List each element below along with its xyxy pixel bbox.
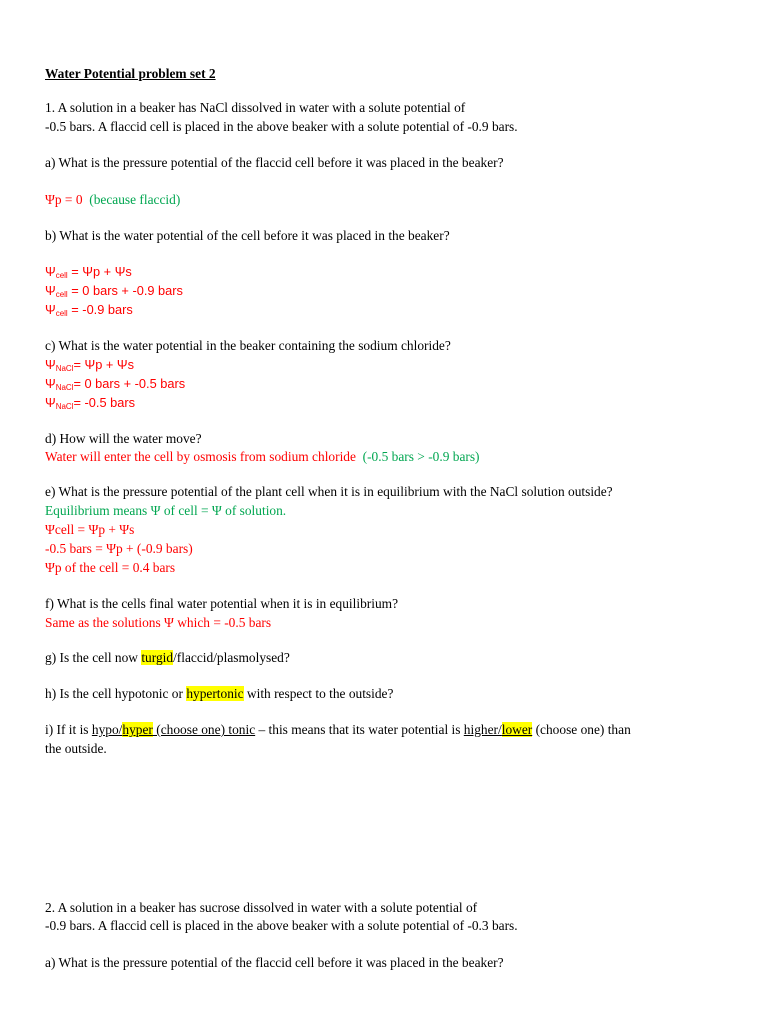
q1e-step-2: Ψcell = Ψp + Ψs [45,522,135,537]
q1d-question: d) How will the water move? [45,431,202,446]
q1b-question: b) What is the water potential of the cell before it was placed in the beaker? [45,228,450,243]
q1c-step-3: $\Psi_{NaCl}= -0.5$ bars [45,395,136,411]
q1g-question: g) Is the cell now turgid/flaccid/plasmolysed? [45,650,290,665]
q1b-step-3: $\Psi_{cell} = -0.9$ bars [45,302,133,318]
q1c-question: c) What is the water potential in the beaker containing the sodium chloride? [45,338,451,353]
q1d-answer-note: (-0.5 bars > -0.9 bars) [362,449,480,464]
q1i-highlighted-lower: lower [501,722,533,737]
q1i-highlighted-hyper: hyper [122,722,153,737]
q1e-step-3: -0.5 bars = Ψp + (-0.9 bars) [45,541,193,556]
q1e-question: e) What is the pressure potential of the plant cell when it is in equilibrium with the NaCl solution outside? [45,484,613,499]
q1a-question: a) What is the pressure potential of the flaccid cell before it was placed in the beaker? [45,155,504,170]
q1e-step-1: Equilibrium means Ψ of cell = Ψ of solution. [45,503,287,518]
document-title: Water Potential problem set 2 [45,66,216,81]
q2a-question: a) What is the pressure potential of the flaccid cell before it was placed in the beaker? [45,955,504,970]
q1f-question: f) What is the cells final water potential when it is in equilibrium? [45,596,399,611]
q2-statement-line1: 2. A solution in a beaker has sucrose dissolved in water with a solute potential of [45,900,478,915]
q1i-question-line2: the outside. [45,741,107,756]
q1b-step-1: $\Psi_{cell} = \Psi p + \Psi s$ [45,264,132,280]
q1f-answer: Same as the solutions Ψ which = -0.5 bars [45,615,272,630]
q1e-step-4: Ψp of the cell = 0.4 bars [45,560,176,575]
q1a-answer [45,192,180,208]
q1b-step-2: $\Psi_{cell} = 0$ bars + -0.9 bars [45,283,183,299]
q1h-question: h) Is the cell hypotonic or hypertonic with respect to the outside? [45,686,394,701]
q1g-highlighted-answer: turgid [141,650,174,665]
q1d-answer [45,449,480,465]
q1-statement-line1: 1. A solution in a beaker has NaCl dissolved in water with a solute potential of [45,100,466,115]
q1d-answer-text: Water will enter the cell by osmosis from sodium chloride [45,449,356,464]
q1-statement-line2: -0.5 bars. A flaccid cell is placed in the above beaker with a solute potential of -0.9 bars. [45,119,518,134]
q1h-highlighted-answer: hypertonic [186,686,244,701]
q1c-step-2: $\Psi_{NaCl}= 0$ bars + -0.5 bars [45,376,186,392]
q1i-question-line1: i) If it is hypo/hyper (choose one) tonic – this means that its water potential is higher/lower (choose one) than [45,722,631,737]
q1c-step-1: $\Psi_{NaCl}= \Psi p + \Psi s$ [45,357,134,373]
q1a-answer-note: (because flaccid) [89,192,181,207]
q2-statement-line2: -0.9 bars. A flaccid cell is placed in the above beaker with a solute potential of -0.3 bars. [45,918,518,933]
q1a-answer-value: Ψp = 0 [45,192,83,207]
